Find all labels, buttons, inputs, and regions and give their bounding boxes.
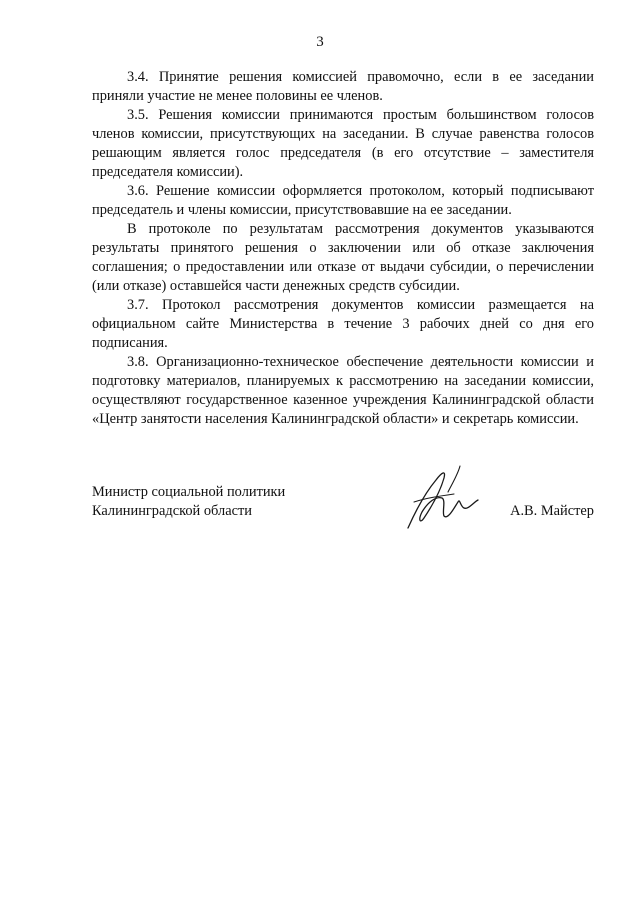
paragraph-protocol: В протоколе по результатам рассмотрения документов указываются результаты принятого решения о заключении или об отказе заключения соглашения; о предоставлении или отказе от выдачи субсидии, о перечислении (или отказе) оставшейся части денежных средств субсидии. [92, 221, 594, 294]
signer-title [92, 483, 285, 521]
signer-title-line-1: Министр социальной политики [92, 484, 286, 500]
paragraph-3-4: 3.4. Принятие решения комиссией правомочно, если в ее заседании приняли участие не менее половины ее членов. [92, 69, 594, 104]
page-number: 3 [316, 34, 324, 50]
paragraph-3-7: 3.7. Протокол рассмотрения документов комиссии размещается на официальном сайте Министерства в течение 3 рабочих дней со дня его подписания. [92, 297, 594, 351]
signer-title-line-2: Калининградской области [92, 503, 252, 519]
signature-block [92, 483, 594, 543]
paragraph-3-5: 3.5. Решения комиссии принимаются простым большинством голосов членов комиссии, присутствующих на заседании. В случае равенства голосов решающим является голос председателя (в его отсутствие – заместителя председателя комиссии). [92, 107, 594, 180]
signer-name: А.В. Майстер [510, 503, 594, 519]
paragraph-3-8: 3.8. Организационно-техническое обеспечение деятельности комиссии и подготовку материалов, планируемых к рассмотрению на заседании комиссии, осуществляют государственное казенное учреждения Калининградской области «Центр занятости населения Калининградской области» и секретарь комиссии. [92, 354, 594, 427]
handwritten-signature-icon [402, 462, 490, 534]
document-body [92, 68, 594, 429]
paragraph-3-6: 3.6. Решение комиссии оформляется протоколом, который подписывают председатель и члены комиссии, присутствовавшие на ее заседании. [92, 183, 594, 218]
